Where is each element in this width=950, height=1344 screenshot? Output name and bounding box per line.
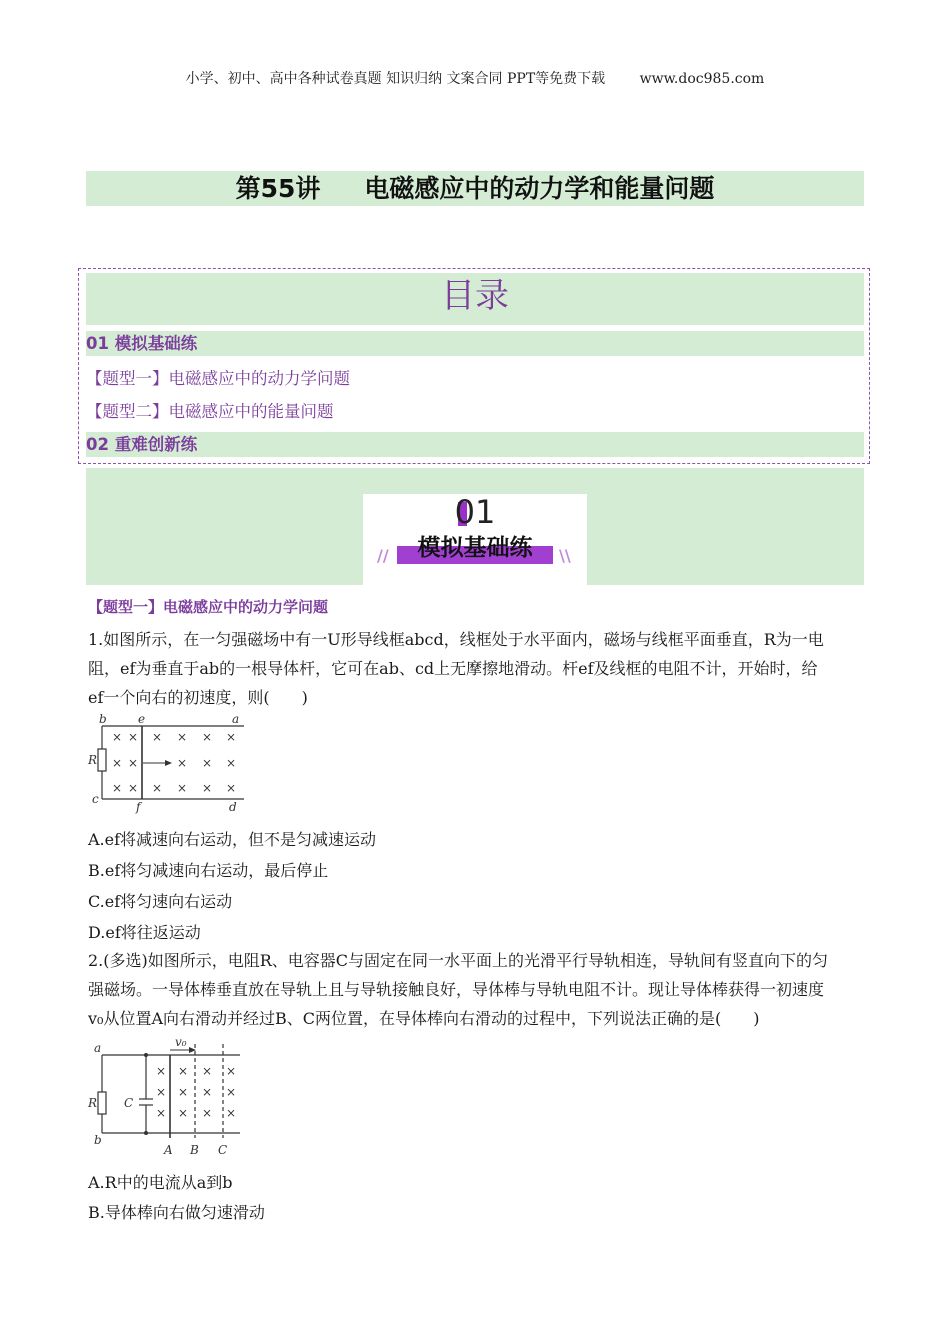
label-C: C xyxy=(124,1096,134,1110)
cross-mark: × xyxy=(155,1064,167,1078)
cross-mark: × xyxy=(225,1085,237,1099)
question-2-text xyxy=(88,946,864,1033)
cross-mark: × xyxy=(201,1106,213,1120)
question-1-line-1: 1.如图所示，在一匀强磁场中有一U形导线框abcd，线框处于水平面内，磁场与线框平面垂直，R为一电 xyxy=(88,630,824,649)
section-number: 01 xyxy=(454,493,496,531)
lecture-title xyxy=(86,171,864,206)
cross-mark: × xyxy=(177,1106,189,1120)
question-1-line-2: 阻，ef为垂直于ab的一根导体杆，它可在ab、cd上无摩擦地滑动。杆ef及线框的电阻不计，开始时，给 xyxy=(88,659,818,678)
cross-mark: × xyxy=(225,756,237,770)
cross-mark: × xyxy=(127,730,139,744)
label-b: b xyxy=(94,1133,102,1147)
cross-mark: × xyxy=(201,1064,213,1078)
toc-item-section-2[interactable]: 02 重难创新练 xyxy=(86,432,864,457)
header-text: 小学、初中、高中各种试卷真题 知识归纳 文案合同 PPT等免费下载 xyxy=(185,71,606,87)
label-R: R xyxy=(88,753,98,767)
question-1-line-3: ef一个向右的初速度，则( ) xyxy=(88,688,308,707)
cross-mark: × xyxy=(151,781,163,795)
cross-mark: × xyxy=(127,756,139,770)
question-2-option-a[interactable]: A.R中的电流从a到b xyxy=(88,1173,233,1192)
page-header xyxy=(0,68,950,88)
cross-mark: × xyxy=(177,1085,189,1099)
cross-mark: × xyxy=(201,730,213,744)
cross-mark: × xyxy=(225,730,237,744)
question-1-option-c[interactable]: C.ef将匀速向右运动 xyxy=(88,892,233,911)
label-A: A xyxy=(164,1143,173,1157)
cross-mark: × xyxy=(201,1085,213,1099)
label-c: c xyxy=(92,792,99,806)
label-a: a xyxy=(94,1041,102,1055)
cross-mark: × xyxy=(201,756,213,770)
section-banner xyxy=(363,494,587,585)
cross-mark: × xyxy=(111,781,123,795)
cross-mark: × xyxy=(127,781,139,795)
label-a: a xyxy=(232,712,240,726)
decor-slashes-left: // xyxy=(377,546,389,565)
cross-mark: × xyxy=(225,1106,237,1120)
section-label: 模拟基础练 xyxy=(417,535,533,561)
question-2-option-b[interactable]: B.导体棒向右做匀速滑动 xyxy=(88,1203,265,1222)
cross-mark: × xyxy=(176,730,188,744)
toc-item-topic-1[interactable]: 【题型一】电磁感应中的动力学问题 xyxy=(86,369,350,388)
question-1-option-b[interactable]: B.ef将匀减速向右运动，最后停止 xyxy=(88,861,329,880)
question-2-line-2: 强磁场。一导体棒垂直放在导轨上且与导轨接触良好，导体棒与导轨电阻不计。现让导体棒获得一初速度 xyxy=(88,980,825,999)
cross-mark: × xyxy=(201,781,213,795)
question-2-line-1: 2.(多选)如图所示，电阻R、电容器C与固定在同一水平面上的光滑平行导轨相连，导轨间有竖直向下的匀 xyxy=(88,951,829,970)
cross-mark: × xyxy=(176,756,188,770)
question-1-figure xyxy=(86,712,256,814)
toc-item-section-1[interactable]: 01 模拟基础练 xyxy=(86,331,864,356)
cross-mark: × xyxy=(225,1064,237,1078)
cross-mark: × xyxy=(151,730,163,744)
question-2-line-3: v₀从位置A向右滑动并经过B、C两位置，在导体棒向右滑动的过程中，下列说法正确的是( ) xyxy=(88,1009,760,1028)
label-b: b xyxy=(99,712,107,726)
decor-slashes-right: \\ xyxy=(559,546,571,565)
label-R: R xyxy=(88,1096,98,1110)
question-1-text xyxy=(88,625,864,712)
lecture-number: 第55讲 xyxy=(235,174,321,203)
question-1-option-a[interactable]: A.ef将减速向右运动，但不是匀减速运动 xyxy=(88,830,377,849)
label-B: B xyxy=(190,1143,199,1157)
question-1-option-d[interactable]: D.ef将往返运动 xyxy=(88,923,201,942)
header-url[interactable]: www.doc985.com xyxy=(639,71,765,87)
cross-mark: × xyxy=(111,756,123,770)
cross-mark: × xyxy=(155,1106,167,1120)
cross-mark: × xyxy=(176,781,188,795)
label-v0: v₀ xyxy=(175,1038,187,1049)
toc-item-topic-2[interactable]: 【题型二】电磁感应中的能量问题 xyxy=(86,402,334,421)
lecture-topic: 电磁感应中的动力学和能量问题 xyxy=(364,174,715,203)
toc-heading: 目录 xyxy=(86,273,864,325)
label-C-position: C xyxy=(218,1143,228,1157)
label-d: d xyxy=(229,800,237,814)
cross-mark: × xyxy=(177,1064,189,1078)
cross-mark: × xyxy=(111,730,123,744)
cross-mark: × xyxy=(225,781,237,795)
label-f: f xyxy=(136,800,141,814)
question-2-figure xyxy=(86,1038,246,1163)
topic-title: 【题型一】电磁感应中的动力学问题 xyxy=(88,598,329,616)
label-e: e xyxy=(138,712,146,726)
cross-mark: × xyxy=(155,1085,167,1099)
